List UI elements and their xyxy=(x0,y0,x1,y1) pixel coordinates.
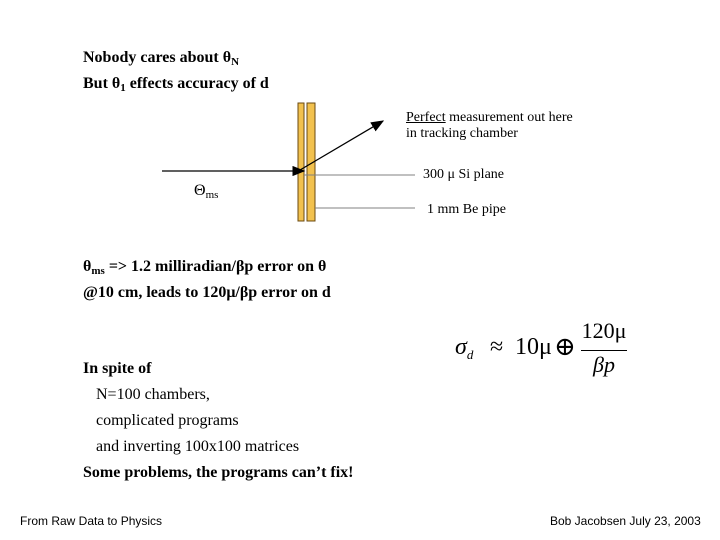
si-plane xyxy=(298,103,304,221)
theta-ms-symbol: Θ xyxy=(194,182,206,199)
spite-line-5: Some problems, the programs can’t fix! xyxy=(83,464,354,481)
resolution-formula xyxy=(455,320,635,380)
spite-line-2: N=100 chambers, xyxy=(96,386,210,403)
measurement-annotation-rest: measurement out here xyxy=(445,110,573,125)
formula-fraction-bar xyxy=(581,350,627,351)
theta-ms-label xyxy=(194,182,218,200)
formula-lhs-sub: d xyxy=(466,347,474,362)
formula-oplus: ⊕ xyxy=(554,332,576,361)
formula-sigma: σ xyxy=(455,334,467,360)
measurement-annotation-underlined: Perfect xyxy=(406,110,446,125)
theta-ms-subscript: ms xyxy=(205,189,219,201)
error-statement-line-2: @10 cm, leads to 120μ/βp error on d xyxy=(83,284,331,301)
error-statement-theta: θ xyxy=(83,258,92,275)
si-plane-label: 300 μ Si plane xyxy=(423,167,504,182)
formula-approx: ≈ xyxy=(490,334,504,360)
formula-numerator: 120μ xyxy=(581,318,627,343)
footer-left: From Raw Data to Physics xyxy=(20,514,163,528)
heading-line-2-after: effects accuracy of d xyxy=(125,75,269,92)
heading-line-1-text: Nobody cares about θ xyxy=(83,49,232,66)
measurement-annotation-line-1 xyxy=(406,110,573,126)
spite-line-1: In spite of xyxy=(83,360,152,377)
spite-line-4: and inverting 100x100 matrices xyxy=(96,438,300,455)
be-pipe-label: 1 mm Be pipe xyxy=(427,202,506,217)
formula-term1: 10μ xyxy=(515,334,552,360)
error-statement-line-1 xyxy=(83,258,326,276)
error-statement-rest: => 1.2 milliradian/βp error on θ xyxy=(104,258,327,275)
heading-line-1-sub: N xyxy=(231,56,240,68)
error-statement-sub: ms xyxy=(91,265,105,277)
formula-denominator: βp xyxy=(593,352,615,377)
heading-line-2-sub: 1 xyxy=(120,82,126,94)
formula-lhs xyxy=(455,334,473,361)
heading-line-2-before: But θ xyxy=(83,75,121,92)
footer-right: Bob Jacobsen July 23, 2003 xyxy=(550,514,701,528)
spite-line-3: complicated programs xyxy=(96,412,239,429)
measurement-annotation-line-2: in tracking chamber xyxy=(406,126,518,141)
